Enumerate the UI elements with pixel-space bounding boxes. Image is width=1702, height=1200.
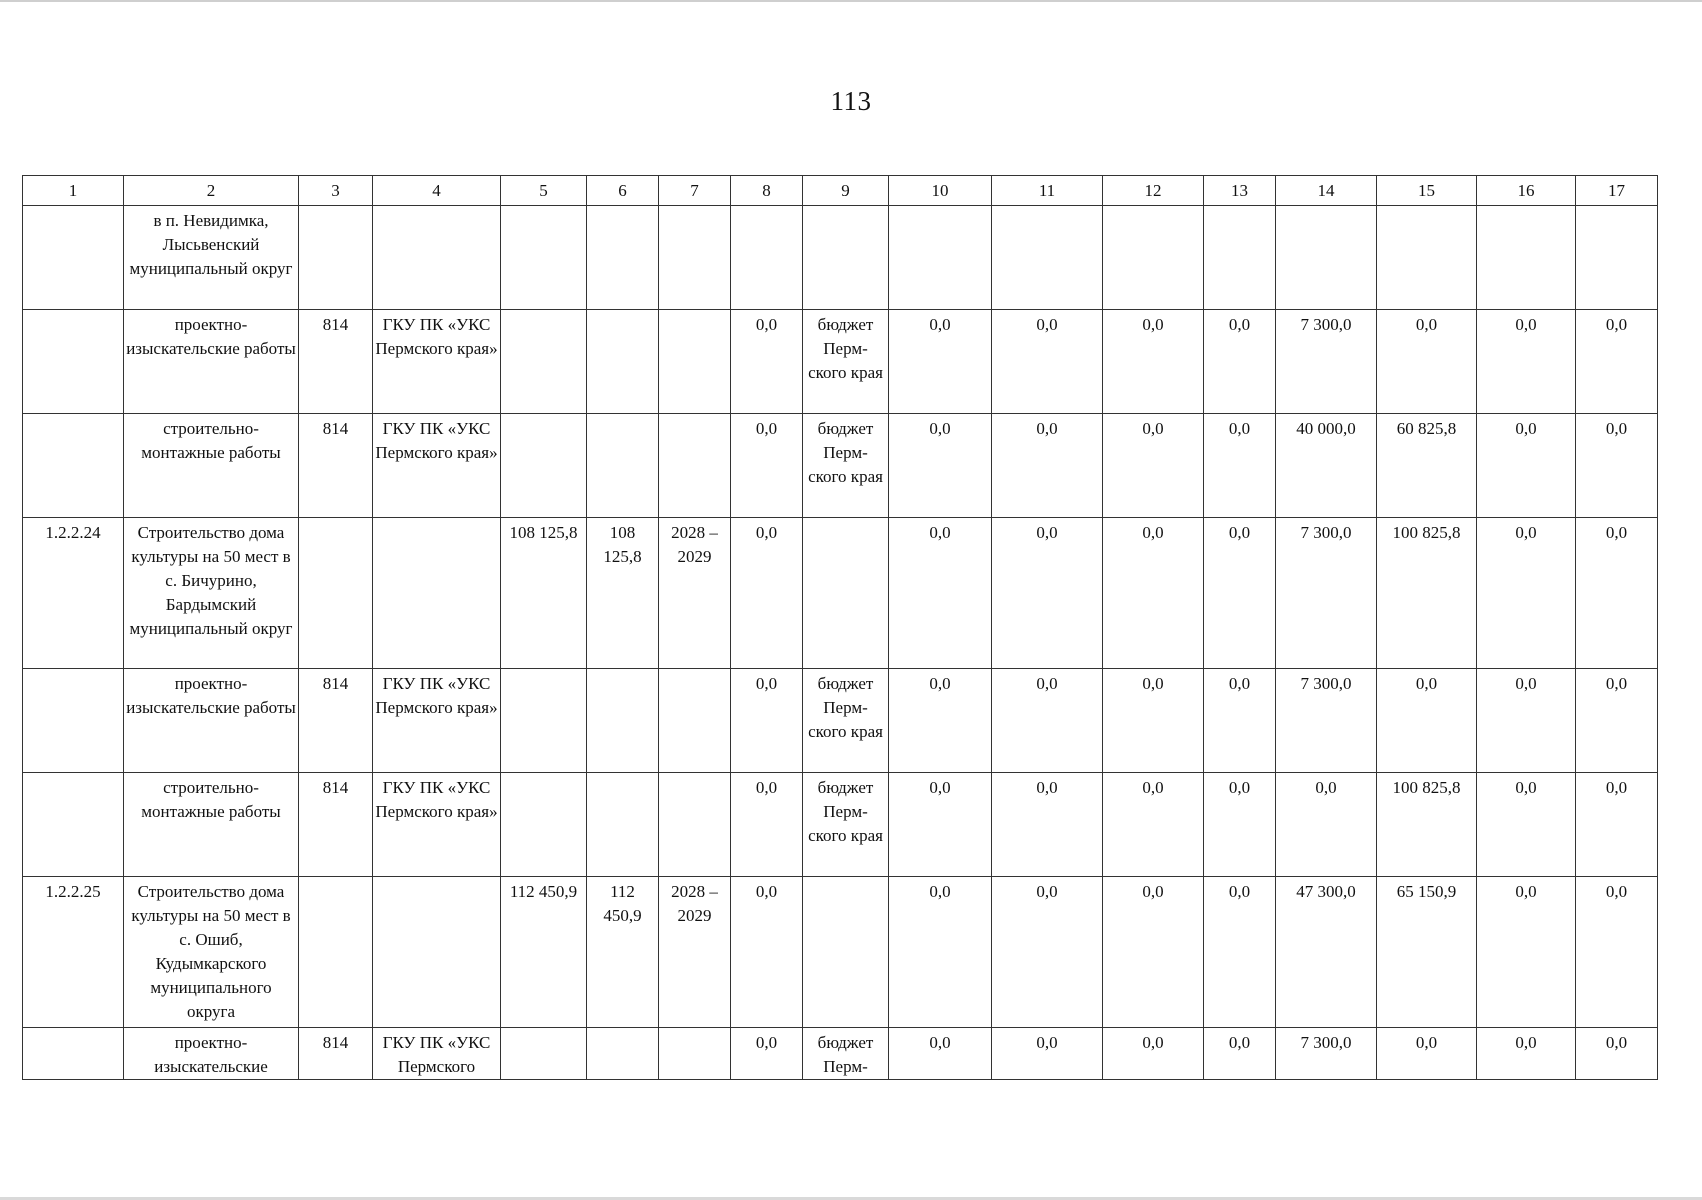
- table-cell: 0,0: [731, 877, 803, 1028]
- table-cell: ГКУ ПК «УКС Пермского края»: [373, 773, 501, 877]
- header-cell: 8: [731, 176, 803, 206]
- table-cell: [299, 877, 373, 1028]
- header-cell: 2: [124, 176, 299, 206]
- cell-name: проектно-изыскательские: [124, 1028, 299, 1080]
- table-cell: 0,0: [889, 518, 992, 669]
- table-cell: 0,0: [889, 310, 992, 414]
- table-cell: бюджет Перм-ского края: [803, 310, 889, 414]
- table-cell: [803, 518, 889, 669]
- table-cell: [587, 414, 659, 518]
- table-cell: 0,0: [1477, 877, 1576, 1028]
- cell-name: в п. Невидимка, Лысьвенский муниципальный округ: [124, 206, 299, 310]
- table-cell: [373, 206, 501, 310]
- table-row: [23, 1028, 1658, 1080]
- table-cell: 0,0: [1377, 310, 1477, 414]
- table-cell: 0,0: [889, 414, 992, 518]
- table-cell: 0,0: [992, 518, 1103, 669]
- table-cell: 100 825,8: [1377, 773, 1477, 877]
- table-row: [23, 206, 1658, 310]
- table-cell: [803, 206, 889, 310]
- table-cell: [501, 773, 587, 877]
- table-cell: [373, 877, 501, 1028]
- table-cell: [1377, 206, 1477, 310]
- table-cell: ГКУ ПК «УКС Пермского края»: [373, 310, 501, 414]
- table-cell: 0,0: [1276, 773, 1377, 877]
- table-cell: 40 000,0: [1276, 414, 1377, 518]
- table-cell: бюджет Перм-ского края: [803, 414, 889, 518]
- table-cell: [659, 310, 731, 414]
- table-cell: 0,0: [731, 1028, 803, 1080]
- table-cell: ГКУ ПК «УКС Пермского края»: [373, 414, 501, 518]
- table-cell: [1477, 206, 1576, 310]
- table-cell: [992, 206, 1103, 310]
- table-cell: 0,0: [731, 518, 803, 669]
- table-cell: [501, 669, 587, 773]
- scan-edge-top: [0, 0, 1702, 2]
- table-cell: [501, 414, 587, 518]
- budget-table: [22, 175, 1658, 1080]
- table-cell: бюджет Перм-ского края: [803, 773, 889, 877]
- table-cell: 108 125,8: [501, 518, 587, 669]
- table-cell: 112 450,9: [587, 877, 659, 1028]
- table-row: [23, 877, 1658, 1028]
- table-cell: 2028 – 2029: [659, 877, 731, 1028]
- table-cell: [1103, 206, 1204, 310]
- cell-name: Строительство дома культуры на 50 мест в с. Ошиб, Кудымкарского муниципального округа: [124, 877, 299, 1028]
- table-cell: 0,0: [889, 1028, 992, 1080]
- table-cell: 0,0: [889, 773, 992, 877]
- table-cell: 0,0: [1576, 310, 1658, 414]
- table-row: [23, 669, 1658, 773]
- header-row: [23, 176, 1658, 206]
- table-cell: [501, 310, 587, 414]
- table-cell: 0,0: [1576, 773, 1658, 877]
- header-cell: 15: [1377, 176, 1477, 206]
- table-cell: [501, 1028, 587, 1080]
- header-cell: 4: [373, 176, 501, 206]
- table-cell: 0,0: [1576, 877, 1658, 1028]
- table-cell: 7 300,0: [1276, 669, 1377, 773]
- table-cell: 0,0: [1377, 669, 1477, 773]
- table-cell: 7 300,0: [1276, 310, 1377, 414]
- cell-name: строительно-монтажные работы: [124, 414, 299, 518]
- table-row: [23, 518, 1658, 669]
- header-cell: 12: [1103, 176, 1204, 206]
- table-cell: 65 150,9: [1377, 877, 1477, 1028]
- table-row: [23, 414, 1658, 518]
- table-cell: 0,0: [992, 310, 1103, 414]
- table-cell: 0,0: [1204, 877, 1276, 1028]
- table-cell: 0,0: [1204, 310, 1276, 414]
- table-cell: 0,0: [1103, 1028, 1204, 1080]
- cell-name: проектно-изыскательские работы: [124, 310, 299, 414]
- header-cell: 9: [803, 176, 889, 206]
- table-cell: ГКУ ПК «УКС Пермского: [373, 1028, 501, 1080]
- table-cell: 47 300,0: [1276, 877, 1377, 1028]
- table-cell: [1204, 206, 1276, 310]
- header-cell: 7: [659, 176, 731, 206]
- table-cell: 0,0: [731, 773, 803, 877]
- table-row: [23, 773, 1658, 877]
- table-cell: [23, 310, 124, 414]
- table-cell: 2028 – 2029: [659, 518, 731, 669]
- table-cell: 0,0: [992, 1028, 1103, 1080]
- table-cell: 0,0: [1477, 1028, 1576, 1080]
- table-cell: 0,0: [992, 669, 1103, 773]
- header-cell: 16: [1477, 176, 1576, 206]
- table-cell: 0,0: [1204, 518, 1276, 669]
- table-cell: 0,0: [1576, 518, 1658, 669]
- table-cell: [731, 206, 803, 310]
- table-cell: 0,0: [1477, 518, 1576, 669]
- table-cell: [23, 1028, 124, 1080]
- table-cell: 0,0: [1103, 518, 1204, 669]
- table-cell: 0,0: [1103, 669, 1204, 773]
- table-cell: 108 125,8: [587, 518, 659, 669]
- header-cell: 13: [1204, 176, 1276, 206]
- header-cell: 11: [992, 176, 1103, 206]
- header-cell: 1: [23, 176, 124, 206]
- header-cell: 3: [299, 176, 373, 206]
- table-cell: 814: [299, 669, 373, 773]
- table-cell: [587, 669, 659, 773]
- header-cell: 6: [587, 176, 659, 206]
- table-cell: 0,0: [1576, 669, 1658, 773]
- table-cell: 60 825,8: [1377, 414, 1477, 518]
- table-cell: [587, 310, 659, 414]
- table-cell: 0,0: [1204, 1028, 1276, 1080]
- table-cell: [299, 206, 373, 310]
- table-cell: [23, 414, 124, 518]
- table-cell: [659, 669, 731, 773]
- table-cell: 100 825,8: [1377, 518, 1477, 669]
- table-cell: 0,0: [1103, 773, 1204, 877]
- table-cell: [659, 773, 731, 877]
- table-cell: [299, 518, 373, 669]
- table-cell: бюджет Перм-: [803, 1028, 889, 1080]
- header-cell: 17: [1576, 176, 1658, 206]
- header-cell: 10: [889, 176, 992, 206]
- table-cell: [587, 773, 659, 877]
- table-cell: 814: [299, 414, 373, 518]
- table-cell: 0,0: [992, 773, 1103, 877]
- table-cell: 0,0: [1477, 310, 1576, 414]
- header-cell: 5: [501, 176, 587, 206]
- table-cell: 0,0: [731, 669, 803, 773]
- table-cell: [373, 518, 501, 669]
- table-cell: 0,0: [1576, 1028, 1658, 1080]
- table-body: [23, 206, 1658, 1080]
- cell-name: Строительство дома культуры на 50 мест в с. Бичурино, Бардымский муниципальный округ: [124, 518, 299, 669]
- table-cell: ГКУ ПК «УКС Пермского края»: [373, 669, 501, 773]
- table-cell: 0,0: [731, 414, 803, 518]
- table-cell: [23, 206, 124, 310]
- table-cell: 814: [299, 1028, 373, 1080]
- table-cell: [803, 877, 889, 1028]
- table-cell: 7 300,0: [1276, 1028, 1377, 1080]
- table-cell: 0,0: [889, 877, 992, 1028]
- table-cell: [23, 773, 124, 877]
- cell-name: строительно-монтажные работы: [124, 773, 299, 877]
- table-cell: бюджет Перм-ского края: [803, 669, 889, 773]
- table-cell: 0,0: [889, 669, 992, 773]
- table-cell: 0,0: [1477, 773, 1576, 877]
- table-cell: [1276, 206, 1377, 310]
- table-cell: [587, 206, 659, 310]
- table-cell: 0,0: [1204, 669, 1276, 773]
- table-cell: [659, 206, 731, 310]
- table-cell: [889, 206, 992, 310]
- table-row: [23, 310, 1658, 414]
- table-cell: 814: [299, 310, 373, 414]
- table-cell: [23, 669, 124, 773]
- table-cell: 0,0: [1576, 414, 1658, 518]
- table-cell: 1.2.2.25: [23, 877, 124, 1028]
- table-cell: 112 450,9: [501, 877, 587, 1028]
- table-cell: 0,0: [1377, 1028, 1477, 1080]
- table-cell: 0,0: [1204, 414, 1276, 518]
- table-cell: [1576, 206, 1658, 310]
- table-cell: 0,0: [731, 310, 803, 414]
- table-cell: 0,0: [1103, 310, 1204, 414]
- table-cell: [501, 206, 587, 310]
- table-cell: 0,0: [1103, 877, 1204, 1028]
- table-cell: 0,0: [992, 414, 1103, 518]
- page-number: 113: [830, 86, 872, 116]
- table-cell: 814: [299, 773, 373, 877]
- table-cell: [659, 414, 731, 518]
- table-cell: 1.2.2.24: [23, 518, 124, 669]
- table-cell: 0,0: [1477, 414, 1576, 518]
- table-cell: 0,0: [1204, 773, 1276, 877]
- table-cell: [659, 1028, 731, 1080]
- header-cell: 14: [1276, 176, 1377, 206]
- table-cell: 7 300,0: [1276, 518, 1377, 669]
- table-cell: 0,0: [1477, 669, 1576, 773]
- table-cell: 0,0: [992, 877, 1103, 1028]
- cell-name: проектно-изыскательские работы: [124, 669, 299, 773]
- table-cell: [587, 1028, 659, 1080]
- table-cell: 0,0: [1103, 414, 1204, 518]
